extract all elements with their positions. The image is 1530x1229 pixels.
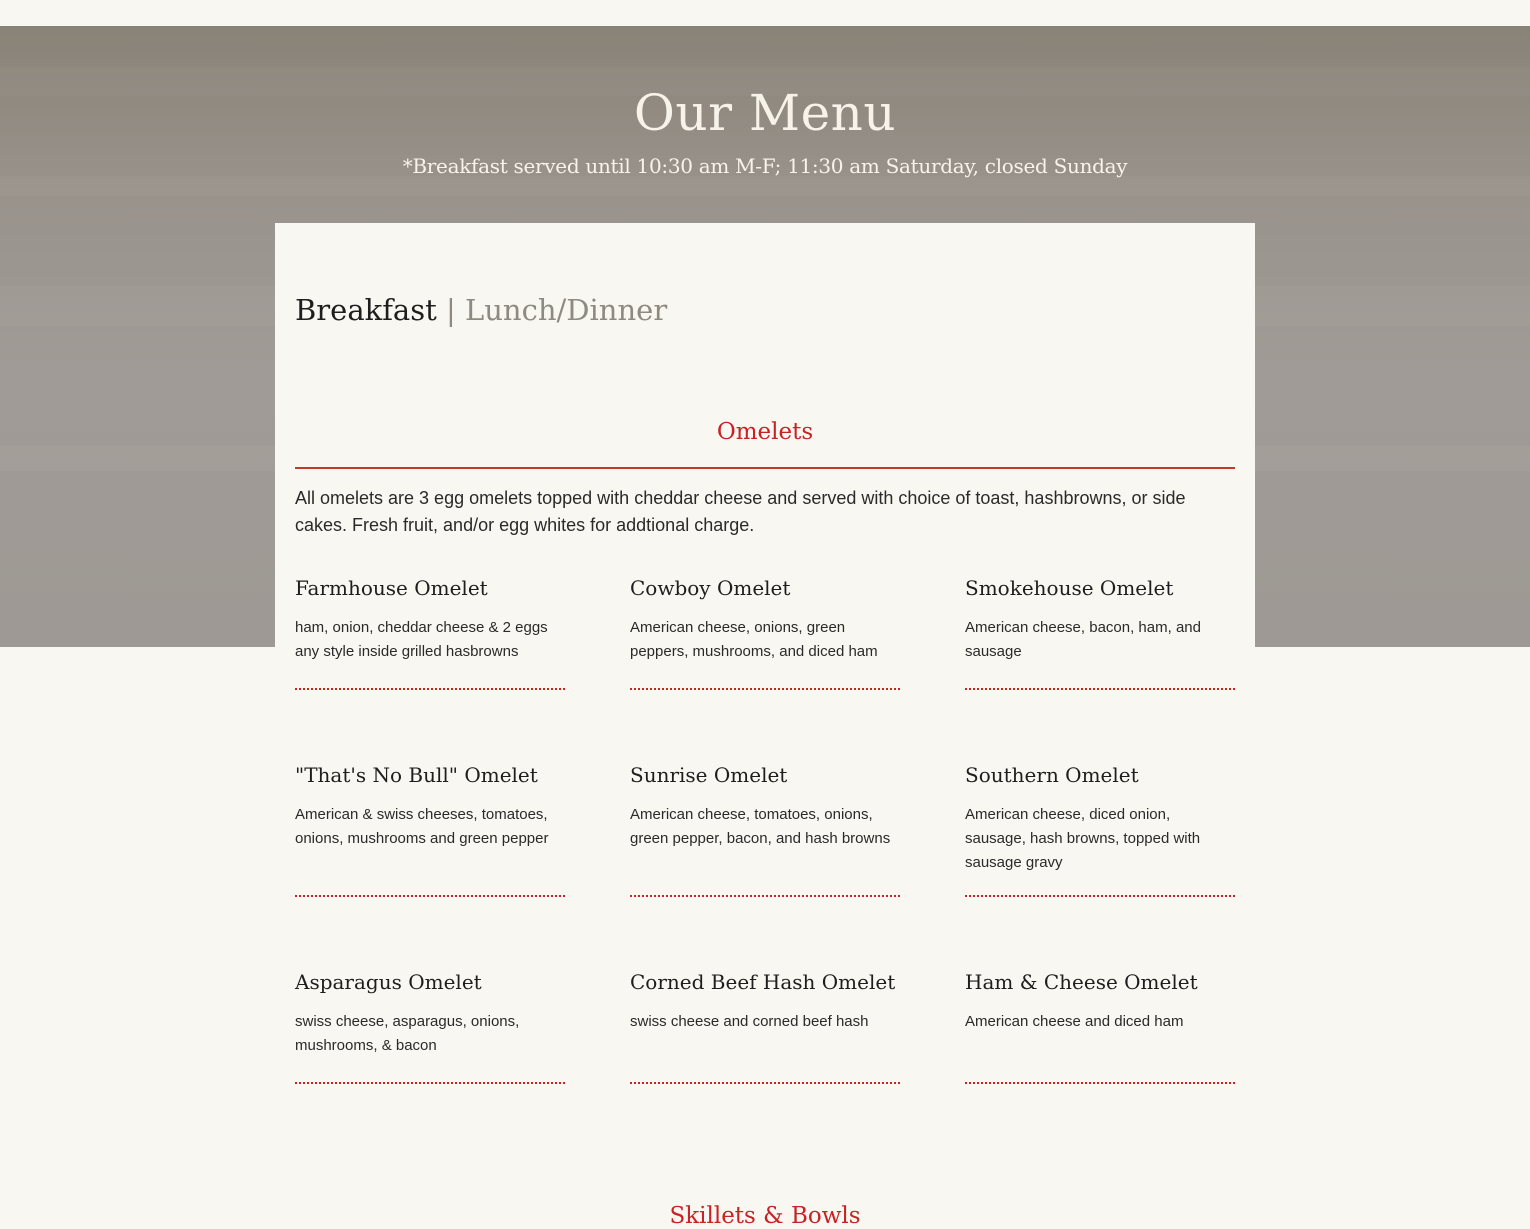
page-title: Our Menu <box>633 84 897 142</box>
menu-item-name: Smokehouse Omelet <box>965 576 1174 600</box>
top-strip <box>0 0 1530 26</box>
tab-breakfast[interactable]: Breakfast <box>295 293 437 327</box>
menu-item-description: American cheese, diced onion, sausage, hash browns, topped with sausage gravy <box>965 806 1201 871</box>
menu-item-description: American & swiss cheeses, tomatoes, onions, mushrooms and green pepper <box>295 806 549 847</box>
menu-item <box>965 760 1235 967</box>
menu-item-description: American cheese, tomatoes, onions, green pepper, bacon, and hash browns <box>630 806 891 847</box>
menu-item <box>630 573 900 760</box>
menu-item <box>295 760 565 967</box>
price-leader-dots <box>965 895 1235 897</box>
menu-items-grid <box>295 573 1235 1154</box>
breakfast-hours-note: *Breakfast served until 10:30 am M-F; 11:30 am Saturday, closed Sunday <box>402 154 1128 178</box>
menu-item <box>295 573 565 760</box>
price-leader-dots <box>295 688 565 690</box>
section-description: All omelets are 3 egg omelets topped with cheddar cheese and served with choice of toast, hashbrowns, or side cakes. Fresh fruit, and/or egg whites for addtional charge. <box>295 488 1186 535</box>
price-leader-dots <box>965 688 1235 690</box>
menu-item-name: Southern Omelet <box>965 763 1139 787</box>
price-leader-dots <box>630 895 900 897</box>
section-title: Omelets <box>716 419 814 445</box>
price-leader-dots <box>295 1082 565 1084</box>
menu-item-name: Corned Beef Hash Omelet <box>630 970 896 994</box>
tab-separator: | <box>436 293 465 327</box>
price-leader-dots <box>630 688 900 690</box>
menu-item-description: swiss cheese and corned beef hash <box>630 1013 869 1030</box>
menu-item <box>630 760 900 967</box>
menu-panel <box>275 223 1255 1229</box>
menu-item-name: Sunrise Omelet <box>630 763 788 787</box>
menu-item-name: Asparagus Omelet <box>295 970 482 994</box>
menu-item-name: Ham & Cheese Omelet <box>965 970 1198 994</box>
menu-item-description: swiss cheese, asparagus, onions, mushrooms, & bacon <box>295 1013 520 1054</box>
tab-lunch-dinner[interactable]: Lunch/Dinner <box>464 293 668 327</box>
price-leader-dots <box>295 895 565 897</box>
price-leader-dots <box>965 1082 1235 1084</box>
menu-item-description: American cheese, bacon, ham, and sausage <box>965 619 1201 660</box>
price-leader-dots <box>630 1082 900 1084</box>
menu-tabs <box>295 293 667 327</box>
menu-item-name: "That's No Bull" Omelet <box>295 763 538 787</box>
menu-item-name: Farmhouse Omelet <box>295 576 488 600</box>
menu-item-description: American cheese and diced ham <box>965 1013 1184 1030</box>
menu-item <box>295 967 565 1154</box>
menu-item-name: Cowboy Omelet <box>630 576 791 600</box>
menu-item <box>965 573 1235 760</box>
section-divider <box>295 467 1235 469</box>
menu-item <box>630 967 900 1154</box>
next-section-title: Skillets & Bowls <box>669 1203 861 1229</box>
menu-item <box>965 967 1235 1154</box>
hero-texture <box>0 176 1530 196</box>
menu-item-description: ham, onion, cheddar cheese & 2 eggs any style inside grilled hasbrowns <box>295 619 548 660</box>
menu-item-description: American cheese, onions, green peppers, mushrooms, and diced ham <box>630 619 878 660</box>
